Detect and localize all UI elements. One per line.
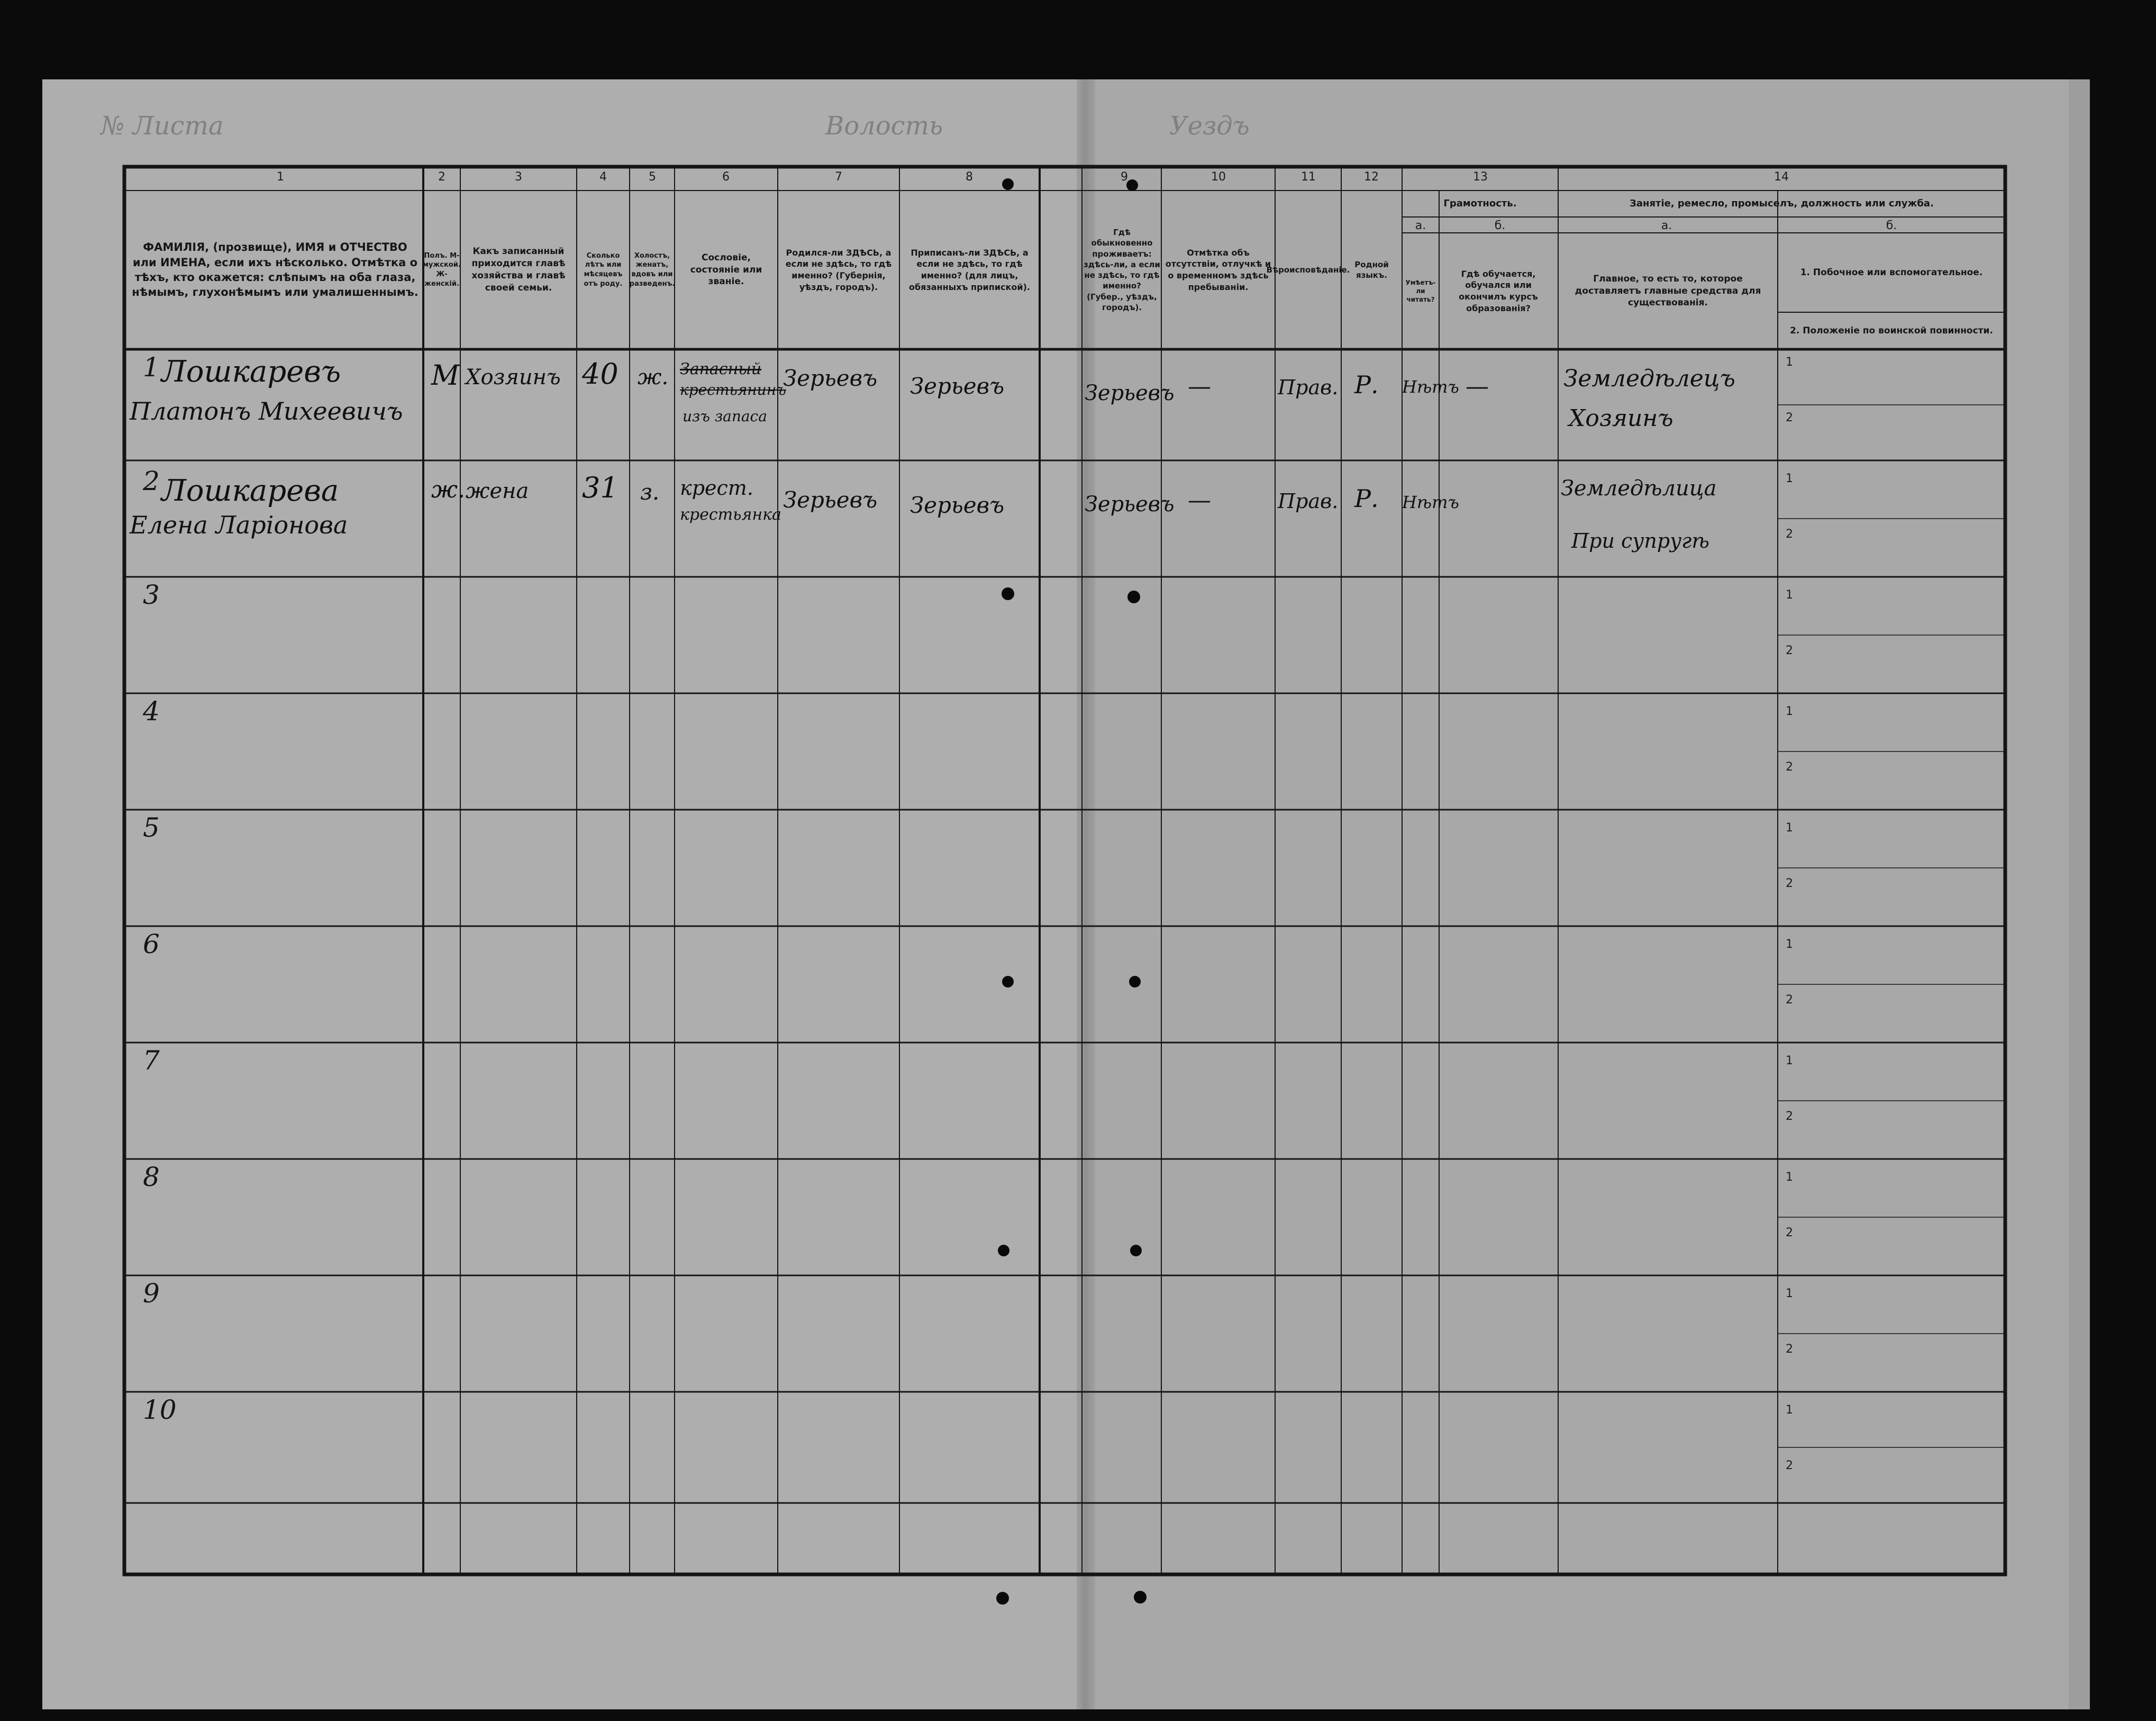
row2-literate: Нѣтъ bbox=[1402, 492, 1459, 512]
row1-literate: Нѣтъ bbox=[1402, 377, 1459, 397]
col-header-marital: Холостъ, женатъ, вдовъ или разведенъ. bbox=[629, 251, 675, 288]
sub-row-label-2: 2 bbox=[1786, 411, 1793, 424]
col-number-4: 4 bbox=[599, 170, 607, 184]
uezd-note: Уездъ bbox=[1169, 111, 1250, 141]
row1-estate-line3: изъ запаса bbox=[683, 407, 767, 425]
col-header-estate: Сословіе, состояніе или званіе. bbox=[690, 252, 762, 287]
col-number-8: 8 bbox=[966, 170, 973, 184]
col-number-2: 2 bbox=[438, 170, 445, 184]
row2-language: Р. bbox=[1354, 484, 1379, 513]
row-number-3: 3 bbox=[143, 579, 160, 610]
row-number-2: 2 bbox=[143, 466, 160, 496]
row1-marital: ж. bbox=[638, 365, 669, 390]
row-number-4: 4 bbox=[143, 696, 160, 727]
col-number-14: 14 bbox=[1774, 170, 1789, 184]
col-13a-label: а. bbox=[1415, 219, 1426, 232]
col-header-main-occupation: Главное, то есть то, которое доставляетъ главные средства для существованія. bbox=[1575, 273, 1761, 309]
sub-row-label-1: 1 bbox=[1786, 705, 1793, 718]
sub-row-label-2: 2 bbox=[1786, 644, 1793, 657]
row1-occupation-main: Земледѣлецъ bbox=[1563, 365, 1735, 392]
row1-birthplace: Зерьевъ bbox=[783, 365, 878, 391]
sub-row-label-2: 2 bbox=[1786, 1226, 1793, 1239]
row1-schooling: — bbox=[1466, 373, 1489, 400]
col-header-religion: Вѣроисповѣданіе. bbox=[1266, 265, 1350, 275]
sub-row-label-2: 2 bbox=[1786, 1110, 1793, 1123]
row2-estate-line1: крест. bbox=[680, 476, 753, 500]
row2-surname: Лошкарева bbox=[161, 474, 339, 508]
row2-given-name: Елена Ларіонова bbox=[130, 511, 348, 539]
col-header-occupation: Занятіе, ремесло, промыселъ, должность или служба. bbox=[1630, 197, 1934, 209]
row2-marital: з. bbox=[640, 479, 660, 505]
row2-age: 31 bbox=[582, 471, 618, 504]
col-header-literacy: Грамотность. bbox=[1443, 197, 1517, 209]
col-header-can-read: Умѣетъ-ли читать? bbox=[1405, 278, 1436, 304]
row1-age: 40 bbox=[582, 357, 618, 391]
row1-surname: Лошкаревъ bbox=[161, 355, 341, 389]
col-number-1: 1 bbox=[277, 170, 284, 184]
col-header-absence: Отмѣтка объ отсутствіи, отлучкѣ и о временномъ здѣсь пребываніи. bbox=[1165, 247, 1271, 292]
col-header-side-occupation: 1. Побочное или вспомогательное. bbox=[1800, 267, 1983, 278]
row2-occupation-main: Земледѣлица bbox=[1561, 476, 1717, 501]
col-header-residence: Гдѣ обыкновенно проживаетъ: здѣсь-ли, а если не здѣсь, то гдѣ именно? (Губер., уѣздъ, городъ). bbox=[1084, 228, 1160, 312]
sub-row-label-1: 1 bbox=[1786, 821, 1793, 835]
col-header-language: Родной языкъ. bbox=[1354, 259, 1389, 280]
row2-occupation-role: При супругѣ bbox=[1571, 529, 1709, 552]
row2-relation: жена bbox=[466, 479, 529, 503]
row1-religion: Прав. bbox=[1278, 376, 1339, 399]
col-number-13: 13 bbox=[1473, 170, 1488, 184]
col-header-name: ФАМИЛІЯ, (прозвище), ИМЯ и ОТЧЕСТВО или ИМЕНА, если ихъ нѣсколько. Отмѣтка о тѣхъ, кто окажется: слѣпымъ на оба глаза, нѣмымъ, глухонѣмымъ или умалишеннымъ. bbox=[132, 241, 419, 299]
row1-estate-line2: крестьянинъ bbox=[680, 381, 786, 398]
row-number-5: 5 bbox=[143, 812, 160, 843]
row-number-10: 10 bbox=[143, 1394, 177, 1425]
col-number-10: 10 bbox=[1211, 170, 1226, 184]
col-number-5: 5 bbox=[649, 170, 656, 184]
col-header-schooling: Гдѣ обучается, обучался или окончилъ курсъ образованія? bbox=[1459, 268, 1538, 313]
row2-registration: Зерьевъ bbox=[910, 492, 1005, 518]
row2-sex: ж. bbox=[431, 476, 466, 503]
sub-row-label-2: 2 bbox=[1786, 760, 1793, 774]
sub-row-label-1: 1 bbox=[1786, 472, 1793, 485]
col-number-11: 11 bbox=[1301, 170, 1316, 184]
col-number-12: 12 bbox=[1364, 170, 1379, 184]
row-number-7: 7 bbox=[143, 1045, 160, 1076]
row2-absence: — bbox=[1188, 487, 1211, 514]
sub-row-label-2: 2 bbox=[1786, 993, 1793, 1007]
row2-estate-line2: крестьянка bbox=[680, 505, 781, 524]
col-header-registration: Приписанъ-ли ЗДѢСЬ, а если не здѣсь, то гдѣ именно? (для лицъ, обязанныхъ припиской). bbox=[909, 247, 1030, 292]
col-number-9: 9 bbox=[1121, 170, 1128, 184]
col-number-6: 6 bbox=[722, 170, 730, 184]
sub-row-label-2: 2 bbox=[1786, 877, 1793, 890]
row1-absence: — bbox=[1188, 373, 1211, 400]
row-number-6: 6 bbox=[143, 929, 160, 959]
col-number-7: 7 bbox=[835, 170, 842, 184]
col-14a-label: а. bbox=[1661, 219, 1672, 232]
volost-note: Волость bbox=[825, 111, 943, 141]
row-number-8: 8 bbox=[143, 1162, 160, 1192]
row1-relation: Хозяинъ bbox=[466, 365, 561, 390]
sub-row-label-1: 1 bbox=[1786, 1287, 1793, 1300]
col-header-sex: Полъ. М-мужской. Ж-женскій. bbox=[423, 251, 461, 288]
row2-birthplace: Зерьевъ bbox=[783, 487, 878, 513]
sub-row-label-1: 1 bbox=[1786, 588, 1793, 602]
row1-estate-line1: Запасный bbox=[680, 360, 762, 378]
sub-row-label-2: 2 bbox=[1786, 528, 1793, 541]
row1-sex: М bbox=[431, 360, 460, 392]
row-number-1: 1 bbox=[143, 352, 160, 383]
col-14b-label: б. bbox=[1886, 219, 1897, 232]
row2-residence: Зерьевъ bbox=[1085, 492, 1175, 517]
row-number-9: 9 bbox=[143, 1278, 160, 1309]
row1-registration: Зерьевъ bbox=[910, 373, 1005, 399]
sub-row-label-2: 2 bbox=[1786, 1459, 1793, 1472]
col-13b-label: б. bbox=[1494, 219, 1506, 232]
row1-language: Р. bbox=[1354, 370, 1379, 399]
col-header-relation: Какъ записанный приходится главѣ хозяйства и главѣ своей семьи. bbox=[471, 246, 566, 293]
sheet-number-note: № Листа bbox=[101, 111, 224, 141]
sub-row-label-1: 1 bbox=[1786, 356, 1793, 369]
row2-religion: Прав. bbox=[1278, 490, 1339, 513]
col-header-age: Сколько лѣтъ или мѣсяцевъ отъ роду. bbox=[584, 251, 623, 288]
col-header-birthplace: Родился-ли ЗДѢСЬ, а если не здѣсь, то гдѣ именно? (Губернія, уѣздъ, городъ). bbox=[785, 247, 892, 292]
sub-row-label-1: 1 bbox=[1786, 1054, 1793, 1067]
sub-row-label-2: 2 bbox=[1786, 1343, 1793, 1356]
row1-residence: Зерьевъ bbox=[1085, 381, 1175, 405]
sub-row-label-1: 1 bbox=[1786, 1403, 1793, 1417]
row1-given-name: Платонъ Михеевичъ bbox=[130, 397, 403, 425]
col-header-military: 2. Положеніе по воинской повинности. bbox=[1790, 325, 1993, 336]
sub-row-label-1: 1 bbox=[1786, 1171, 1793, 1184]
sub-row-label-1: 1 bbox=[1786, 938, 1793, 951]
row1-occupation-role: Хозяинъ bbox=[1569, 405, 1673, 432]
col-number-3: 3 bbox=[515, 170, 522, 184]
